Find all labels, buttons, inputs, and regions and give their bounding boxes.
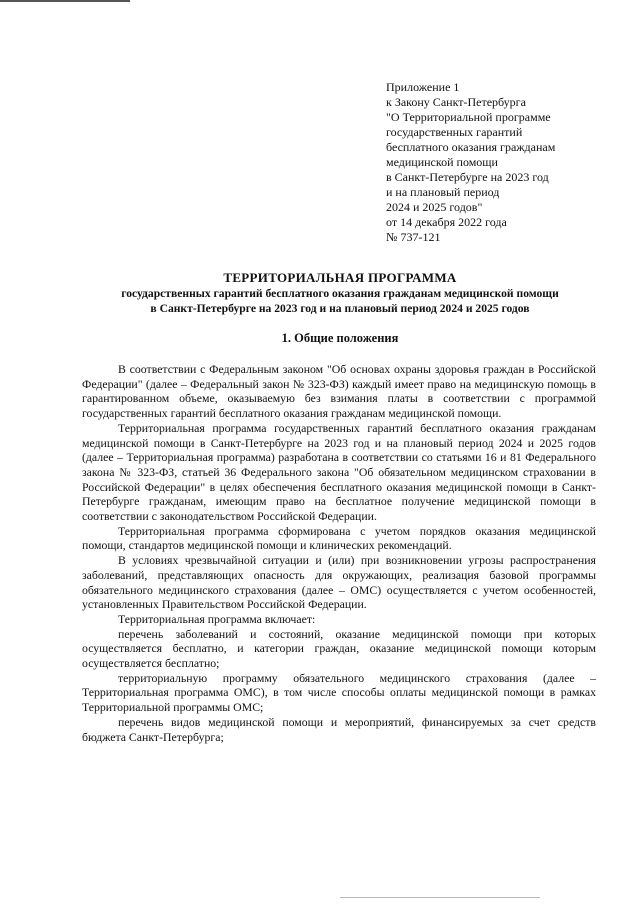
- appendix-line: медицинской помощи: [386, 155, 498, 169]
- document-title-block: [60, 270, 620, 316]
- body-paragraph: территориальную программу обязательного медицинского страхования (далее – Территориальная программа ОМС), в том числе способы оплаты медицинской помощи в рамках Территориальной программы ОМС;: [82, 670, 596, 715]
- appendix-line: бесплатного оказания гражданам: [386, 140, 556, 154]
- appendix-block: [386, 80, 616, 245]
- appendix-line: в Санкт-Петербурге на 2023 год: [386, 170, 549, 184]
- top-edge-rule: [0, 0, 130, 2]
- appendix-line: и на плановый период: [386, 185, 500, 199]
- body-paragraph: Территориальная программа сформирована с учетом порядков оказания медицинской помощи, стандартов медицинской помощи и клинических рекомендаций.: [82, 523, 596, 553]
- appendix-line: к Закону Санкт-Петербурга: [386, 95, 526, 109]
- bottom-scan-mark: [340, 897, 540, 898]
- appendix-line: "О Территориальной программе: [386, 110, 551, 124]
- section-heading: 1. Общие положения: [281, 331, 399, 345]
- body-paragraph: Территориальная программа государственных гарантий бесплатного оказания гражданам медицинской помощи в Санкт-Петербурге на 2023 год и на плановый период 2024 и 2025 годов (далее – Территориальная программа) разработана в соответствии со статьями 16 и 81 Федерального закона № 323-ФЗ, статьей 36 Федерального закона "Об обязательном медицинском страховании в Российской Федерации" в целях обеспечения бесплатного оказания медицинской помощи в Санкт-Петербурге гражданам, имеющим право на бесплатное получение медицинской помощи в соответствии с законодательством Российской Федерации.: [82, 420, 596, 524]
- document-title: ТЕРРИТОРИАЛЬНАЯ ПРОГРАММА: [223, 270, 457, 285]
- appendix-line: 2024 и 2025 годов": [386, 200, 483, 214]
- body-paragraph: перечень заболеваний и состояний, оказание медицинской помощи при которых осуществляется бесплатно, и категории граждан, оказание медицинской помощи которым осуществляется бесплатно;: [82, 626, 596, 671]
- body-paragraph: В условиях чрезвычайной ситуации и (или) при возникновении угрозы распространения заболеваний, представляющих опасность для окружающих, реализация базовой программы обязательного медицинского страхования (далее – ОМС) осуществляется с учетом особенностей, установленных Правительством Российской Федерации.: [82, 553, 596, 612]
- appendix-line: от 14 декабря 2022 года: [386, 215, 507, 229]
- appendix-line: Приложение 1: [386, 80, 460, 94]
- document-subtitle-line-1: государственных гарантий бесплатного оказания гражданам медицинской помощи: [121, 287, 559, 300]
- document-subtitle-line-2: в Санкт-Петербурге на 2023 год и на плановый период 2024 и 2025 годов: [150, 302, 530, 315]
- document-body: [82, 362, 596, 744]
- body-paragraph: перечень видов медицинской помощи и мероприятий, финансируемых за счет средств бюджета Санкт-Петербурга;: [82, 714, 596, 744]
- body-paragraph: Территориальная программа включает:: [118, 611, 316, 626]
- appendix-line: государственных гарантий: [386, 125, 523, 139]
- appendix-number: № 737-121: [386, 230, 441, 244]
- body-paragraph: В соответствии с Федеральным законом "Об основах охраны здоровья граждан в Российской Федерации" (далее – Федеральный закон № 323-ФЗ) каждый имеет право на медицинскую помощь в гарантированном объеме, оказываемую без взимания платы в соответствии с программой государственных гарантий бесплатного оказания гражданам медицинской помощи.: [82, 362, 596, 421]
